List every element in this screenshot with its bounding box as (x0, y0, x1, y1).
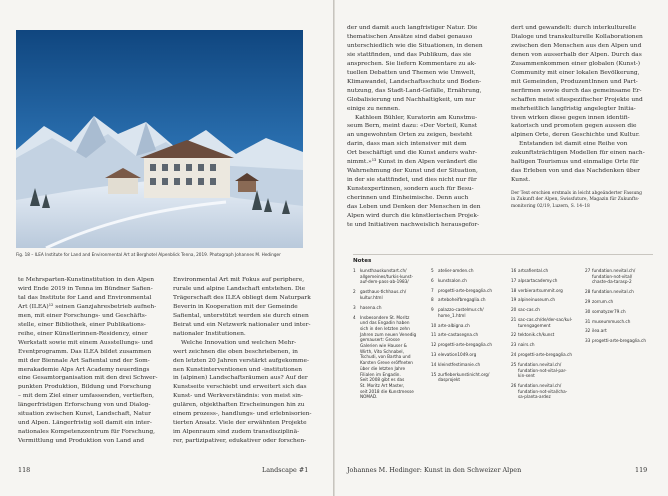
body-text-line: ansprechen. Sie liefern Kommentare zu ak- (347, 60, 477, 67)
running-head-right: Johannes M. Hedinger: Kunst in den Schweizer Alpen (347, 466, 522, 474)
body-text-line: seum Bern, meint dazu: «Der Vorteil, Kunst (347, 123, 478, 130)
footnote-item (353, 268, 431, 285)
body-text-line: alpinen Orte, deren Geschichte und Kultur. (511, 132, 640, 139)
footnote-text: elevation1049.org (438, 352, 477, 358)
body-text-line: zwischen den Menschen aus den Alpen und (511, 42, 642, 49)
footnote-item (511, 332, 591, 338)
body-text-line: stelle, einer Bibliothek, einer Publikations- (18, 321, 146, 328)
footnote-item (431, 307, 511, 318)
footnote-number: 10 (431, 322, 437, 328)
footnote-item (511, 362, 591, 379)
running-head-left: Landscape #1 (262, 466, 309, 474)
body-text-line: mehrheitlich langfristig angelegter Initia- (511, 105, 636, 112)
footnote-item (511, 278, 591, 284)
footnote-text: zurfieberkunstinicht.org/ dasprojekt (438, 371, 490, 383)
body-text-line: darin, dass man sich intensiver mit dem (347, 141, 467, 148)
footnote-text: ilea.art (592, 328, 607, 334)
footnote-item (585, 328, 665, 334)
footnote-item (431, 372, 511, 383)
footnote-item (585, 338, 665, 344)
footnote-text: fundation.nevital.ch/ fundation-not-vital/cha- sa-planta-ardez (518, 383, 568, 400)
footnote-item (585, 289, 665, 295)
body-text-line: in (alpinen) Landschaftsräumen aus? Auf der (173, 375, 308, 382)
footnote-text: fundation.nevital.ch (592, 289, 634, 295)
footnote-item (511, 342, 591, 348)
footnote-item (511, 268, 591, 274)
body-text-line: rer, partizipativer, edukativer oder forschen- (173, 438, 307, 445)
body-text-line: – mit dem Ziel einer umfassenden, vertieften, (18, 393, 155, 400)
body-text-line: den letzten 20 Jahren verstärkt aufgekomme- (173, 357, 309, 364)
body-text-line: mit der Biennale Art Safiental und der Som- (18, 357, 150, 364)
body-text-line: der und damit auch langfristiger Natur. Die (347, 25, 478, 31)
footnote-text: progetti-arte-bregaglia.ch (438, 342, 492, 348)
body-text-line: nationales Kompetenzzentrum für Forschung, (18, 429, 156, 436)
footnote-item (431, 297, 511, 303)
body-text-line: unterschiedlich wie die Situationen, in denen (347, 42, 483, 49)
body-text-line: Ort beschäftigt und die Kunst anders wahr- (347, 150, 478, 157)
footnote-item (431, 268, 511, 274)
footnote-number: 13 (431, 352, 437, 358)
footnote-text: verbierartsummit.org (518, 287, 563, 293)
right-body-column-1 (347, 24, 483, 230)
footnote-number: 31 (585, 318, 591, 324)
footnote-item (353, 305, 431, 311)
body-text-line: punkten Produktion, Bildung und Forschung (18, 384, 152, 391)
body-text-line: te und Initiativen nachweislich herausgefor- (347, 221, 480, 228)
footnote-number: 16 (511, 268, 517, 273)
footnote-text: progetti-arte-bregaglia.ch (592, 338, 646, 344)
source-note (511, 191, 642, 210)
footnote-item (511, 352, 591, 358)
hotel-photograph (16, 30, 303, 248)
body-text-line: Community mit einer lokalen Bevölkerung, (511, 69, 640, 76)
body-text-line: Vermittlung und Produktion von Land and (18, 438, 144, 445)
footnote-item (431, 352, 511, 358)
body-text-line: an ungewohnten Orten zu zeigen, besteht (347, 132, 473, 139)
footnote-item (431, 323, 511, 329)
body-text-line: Klimawandel, Landschaftsschutz und Boden- (347, 78, 482, 85)
body-text-line: denen von ausserhalb der Alpen. Durch das (511, 51, 642, 58)
footnote-text: arte-albigna.ch (438, 322, 470, 328)
footnote-item (511, 383, 591, 400)
footnote-item (585, 319, 665, 325)
footnote-number: 30 (585, 308, 591, 314)
footnote-item (511, 288, 591, 294)
page-number-right: 119 (635, 466, 648, 474)
notes-column-1 (353, 268, 431, 404)
footnote-number: 2 (353, 289, 356, 295)
body-text-line: Zusammenkommen einer globalen (Kunst-) (511, 60, 641, 67)
body-text-line: schaffen meist sitespezifischer Projekte und (511, 96, 643, 103)
footnote-text: tektonik.ch/kunst (518, 332, 555, 338)
footnote-number: 18 (511, 287, 517, 293)
footnote-item (511, 297, 591, 303)
footnote-item (585, 299, 665, 305)
footnote-text: kunstsalon.ch (438, 277, 467, 283)
footnote-number: 5 (431, 268, 434, 273)
footnote-item (431, 342, 511, 348)
footnote-number: 7 (431, 287, 434, 293)
body-text-line: te Mehrsparten-Kunstinstitution in den Alpen (18, 277, 155, 283)
body-text-line: tierten Ansatz. Viele der erwähnten Projekte (173, 420, 307, 427)
footnote-item (585, 268, 665, 285)
body-text-line: Entstanden ist damit eine Reihe von (519, 141, 628, 148)
footnote-text: artsafiental.ch (518, 268, 549, 273)
footnote-item (431, 288, 511, 294)
footnote-number: 21 (511, 316, 517, 322)
left-body-column-1 (18, 276, 157, 446)
body-text-line: Alpen wird durch die künstlerischen Projek- (347, 213, 479, 220)
footnote-text: alpsartacademy.ch (518, 277, 558, 283)
body-text-line: wird Ende 2019 in Tenna im Bündner Safien- (18, 285, 153, 292)
footnote-text: gasthaus-tlchhaus.ch/ kultur.html (360, 289, 407, 300)
page-number-left: 118 (18, 466, 31, 474)
footnote-number: 28 (585, 289, 591, 295)
body-text-line: sie stattfinden, und das Publikum, das sie (347, 51, 472, 58)
body-text-line: situation zwischen Kunst, Landschaft, Natur (18, 411, 151, 418)
footnote-text: sac-cas.ch (518, 307, 540, 313)
body-text-line: mit Gemeinden, ProduzentInnen und Part- (511, 78, 638, 85)
body-text-line: gulären, objekthaften Erscheinungen hin zu (173, 402, 305, 409)
notes-divider (353, 254, 653, 255)
body-text-line: reihe, einer Künstlerinnen-Residency, einer (18, 330, 148, 337)
footnote-text: kleinstfestimanie.ch (438, 361, 481, 367)
body-text-line: Beirat und ein Netzwerk nationaler und inter- (173, 321, 311, 328)
footnote-text: fundation.nevital.ch/ fundation-not-vital-par- kin-sent (518, 361, 567, 379)
footnote-number: 8 (431, 297, 434, 303)
footnote-number: 25 (511, 361, 517, 367)
body-text-line: in der sie stattfindet, und dies nicht nur für (347, 177, 477, 184)
body-text-line: Beverin in Kooperation mit der Gemeinde (173, 303, 298, 310)
footnote-item (353, 315, 431, 401)
body-text-line: Wahrnehmung der Kunst und der Situation, (347, 168, 478, 175)
notes-column-2 (431, 268, 511, 387)
footnote-text: sac-cas.ch/de/der-sac/kul- turengagement (518, 316, 573, 328)
body-text-line: tiven wirken diese gegen innen identifi- (511, 114, 630, 121)
notes-heading: Notes (353, 258, 372, 264)
body-text-line: zukunftsträchtigen Modellen für einen nach- (511, 150, 645, 157)
footnote-text: arte-castasegna.ch (438, 332, 479, 338)
footnote-item (431, 332, 511, 338)
source-note-line: monitoring 02/19, Luzern, S. 14–18 (511, 203, 590, 209)
body-text-line: Safiental, unterstützt werden sie durch einen (173, 312, 309, 319)
footnote-number: 15 (431, 371, 437, 377)
footnote-item (353, 289, 431, 300)
body-text-line: wert zeichnen die oben beschriebenen, in (173, 348, 298, 355)
body-text-line: Art (ILEA)¹² seinen Ganzjahresbetrieb aufneh- (18, 303, 157, 310)
body-text-line: Trägerschaft des ILEA obliegt dem Naturpark (173, 294, 311, 301)
notes-column-3 (511, 268, 591, 404)
body-text-line: rurale und alpine Landschaft entstehen. Die (173, 285, 306, 292)
footnote-text: progetti-arte-bregaglia.ch (438, 287, 492, 293)
body-text-line: Kathleen Bühler, Kuratorin am Kunstmu- (355, 114, 478, 121)
footnote-text: kunsthauskunstart.ch/ allgemeines/turkis-kunst- auf-dem-pass-ab-1983/ (360, 268, 414, 285)
source-note-line: in Zukunft der Alpen, Swissfuture, Magazin für Zukunfts- (511, 197, 640, 203)
body-text-line: men, mit einer Forschungs- und Geschäfts- (18, 312, 147, 319)
body-text-line: Welche Innovation und welchen Mehr- (181, 339, 297, 346)
footnote-text: progetti-arte-bregaglia.ch (518, 352, 572, 358)
body-text-line: thematischen Ansätze sind dabei genauso (347, 33, 473, 40)
body-text-line: Globalisierung und Nachhaltigkeit, um nur (347, 96, 476, 103)
body-text-line: Kunstseite verschiebt und erweitert sich das (173, 384, 307, 391)
footnote-text: somatyzer79.ch (592, 308, 626, 314)
footnote-text: alpineinuseum.ch (518, 297, 556, 303)
footnote-text: zorrum.ch (592, 299, 614, 304)
right-body-column-2 (511, 24, 645, 185)
footnote-text: atelier-amden.ch (438, 268, 474, 273)
body-text-line: tuellen Debatten und Themen wie Umwelt, (347, 69, 476, 76)
body-text-line: einem prozess-, handlungs- und erlebnisorien- (173, 411, 312, 418)
body-text-line: und Alpen. Längerfristig soll damit ein inter- (18, 420, 152, 427)
footnote-number: 29 (585, 299, 591, 304)
body-text-line: das Erleben von und das Nachdenken über (511, 168, 640, 175)
left-body-column-2 (173, 276, 312, 446)
body-text-line: längerfristigen Erforschung von und Dialog- (18, 402, 151, 409)
body-text-line: im Alpenraum sind zudem transdisziplinä- (173, 429, 300, 436)
body-text-line: nerfirmen sowie durch das gemeinsame Er- (511, 87, 642, 94)
footnote-number: 32 (585, 328, 591, 334)
body-text-line: Eventprogramm. Das ILEA bildet zusammen (18, 348, 152, 355)
photo-caption: Fig. 18 – ILEA Institute for Land and Environmental Art at Berghotel Alpenblick Tenna, 2019. Photograph Johannes M. Hedinger (16, 252, 281, 257)
footnote-number: 22 (511, 332, 517, 338)
body-text-line: tal das Institute for Land and Environmental (18, 294, 152, 301)
footnote-number: 26 (511, 383, 517, 389)
footnote-number: 27 (585, 268, 591, 273)
body-text-line: katorisch und promoten gegen aussen die (511, 123, 637, 130)
footnote-text: arteboheifbregaglia.ch (438, 297, 486, 303)
footnote-number: 24 (511, 352, 517, 358)
body-text-line: haltigen Tourismus und einmalige Orte für (511, 159, 639, 166)
footnote-text: museummusch.ch (592, 318, 631, 324)
body-text-line: nen Kunstinterventionen und -institutionen (173, 366, 303, 373)
body-text-line: Werkstatt sowie mit einem Ausstellungs- und (18, 339, 153, 346)
footnote-number: 3 (353, 304, 356, 310)
footnote-number: 17 (511, 277, 517, 283)
footnote-text: hasena.ch (360, 304, 382, 310)
source-note-line: Der Text erschien erstmals in leicht abgeänderter Fassung (511, 191, 642, 196)
body-text-line: Kunst- und Werkverständnis: von meist sin- (173, 393, 303, 400)
body-text-line: Dialoge und transkulturelle Kollaborationen (511, 33, 643, 40)
footnote-number: 19 (511, 297, 517, 303)
footnote-text: fundation.nevital.ch/ fundation-not-vital/ chaste-da-tarasp-2 (592, 268, 636, 285)
right-page (335, 0, 668, 496)
body-text-line: nutzung, das Stadt-Land-Gefälle, Ernährung, (347, 87, 482, 94)
footnote-item (431, 278, 511, 284)
footnote-item (585, 309, 665, 315)
footnote-number: 9 (431, 307, 434, 313)
footnote-number: 4 (353, 314, 356, 320)
body-text-line: Environmental Art mit Fokus auf periphere, (173, 277, 305, 283)
hotel-photo-image (16, 30, 303, 248)
footnote-text: palazzo-castelmur.ch/ home_1.html (438, 307, 484, 318)
footnote-item (431, 362, 511, 368)
footnote-number: 1 (353, 268, 356, 273)
body-text-line: nationaler Institutionen. (173, 330, 246, 337)
footnote-number: 14 (431, 361, 437, 367)
footnote-item (511, 317, 591, 328)
body-text-line: merakademie Alps Art Academy neuerdings (18, 366, 150, 373)
footnote-item (511, 307, 591, 313)
footnote-number: 33 (585, 338, 591, 344)
footnote-number: 20 (511, 307, 517, 313)
footnote-text: nairs.ch (518, 342, 535, 348)
body-text-line: nimmt.»¹³ Kunst in den Alpen verändert die (347, 159, 478, 166)
body-text-line: dert und gewandelt: durch interkulturelle (511, 25, 637, 31)
body-text-line: Kunstexpertinnen, sondern auch für Besu- (347, 186, 474, 193)
footnote-number: 6 (431, 277, 434, 283)
footnote-number: 12 (431, 342, 437, 348)
footnote-number: 23 (511, 342, 517, 348)
footnote-text: Insbesondere St. Moritz und das Engadin haben sich in den letzten zehn Jahren zum neuen Venedig gemausert: Grosse Galerien wie Hauser & Wirth, Vito Schnabel, Tschudi, von Bartha und Karsten Greve eröffneten über die letzten Jahre Filialen im Engadin. Seit 2008 gibt es das St. Moritz Art Master, seit 2018 die Kunstmesse NOMAD. (360, 314, 417, 400)
body-text-line: das Leben und Denken der Menschen in den (347, 204, 481, 211)
body-text-line: eine Gesamtorganisation mit den drei Schwer- (18, 375, 158, 382)
left-page (0, 0, 333, 496)
notes-column-4 (585, 268, 665, 348)
body-text-line: einige zu nennen. (347, 105, 400, 112)
body-text-line: Kunst. (511, 177, 531, 184)
footnote-number: 11 (431, 332, 437, 338)
body-text-line: cherinnen und Einheimische. Denn auch (347, 195, 469, 202)
